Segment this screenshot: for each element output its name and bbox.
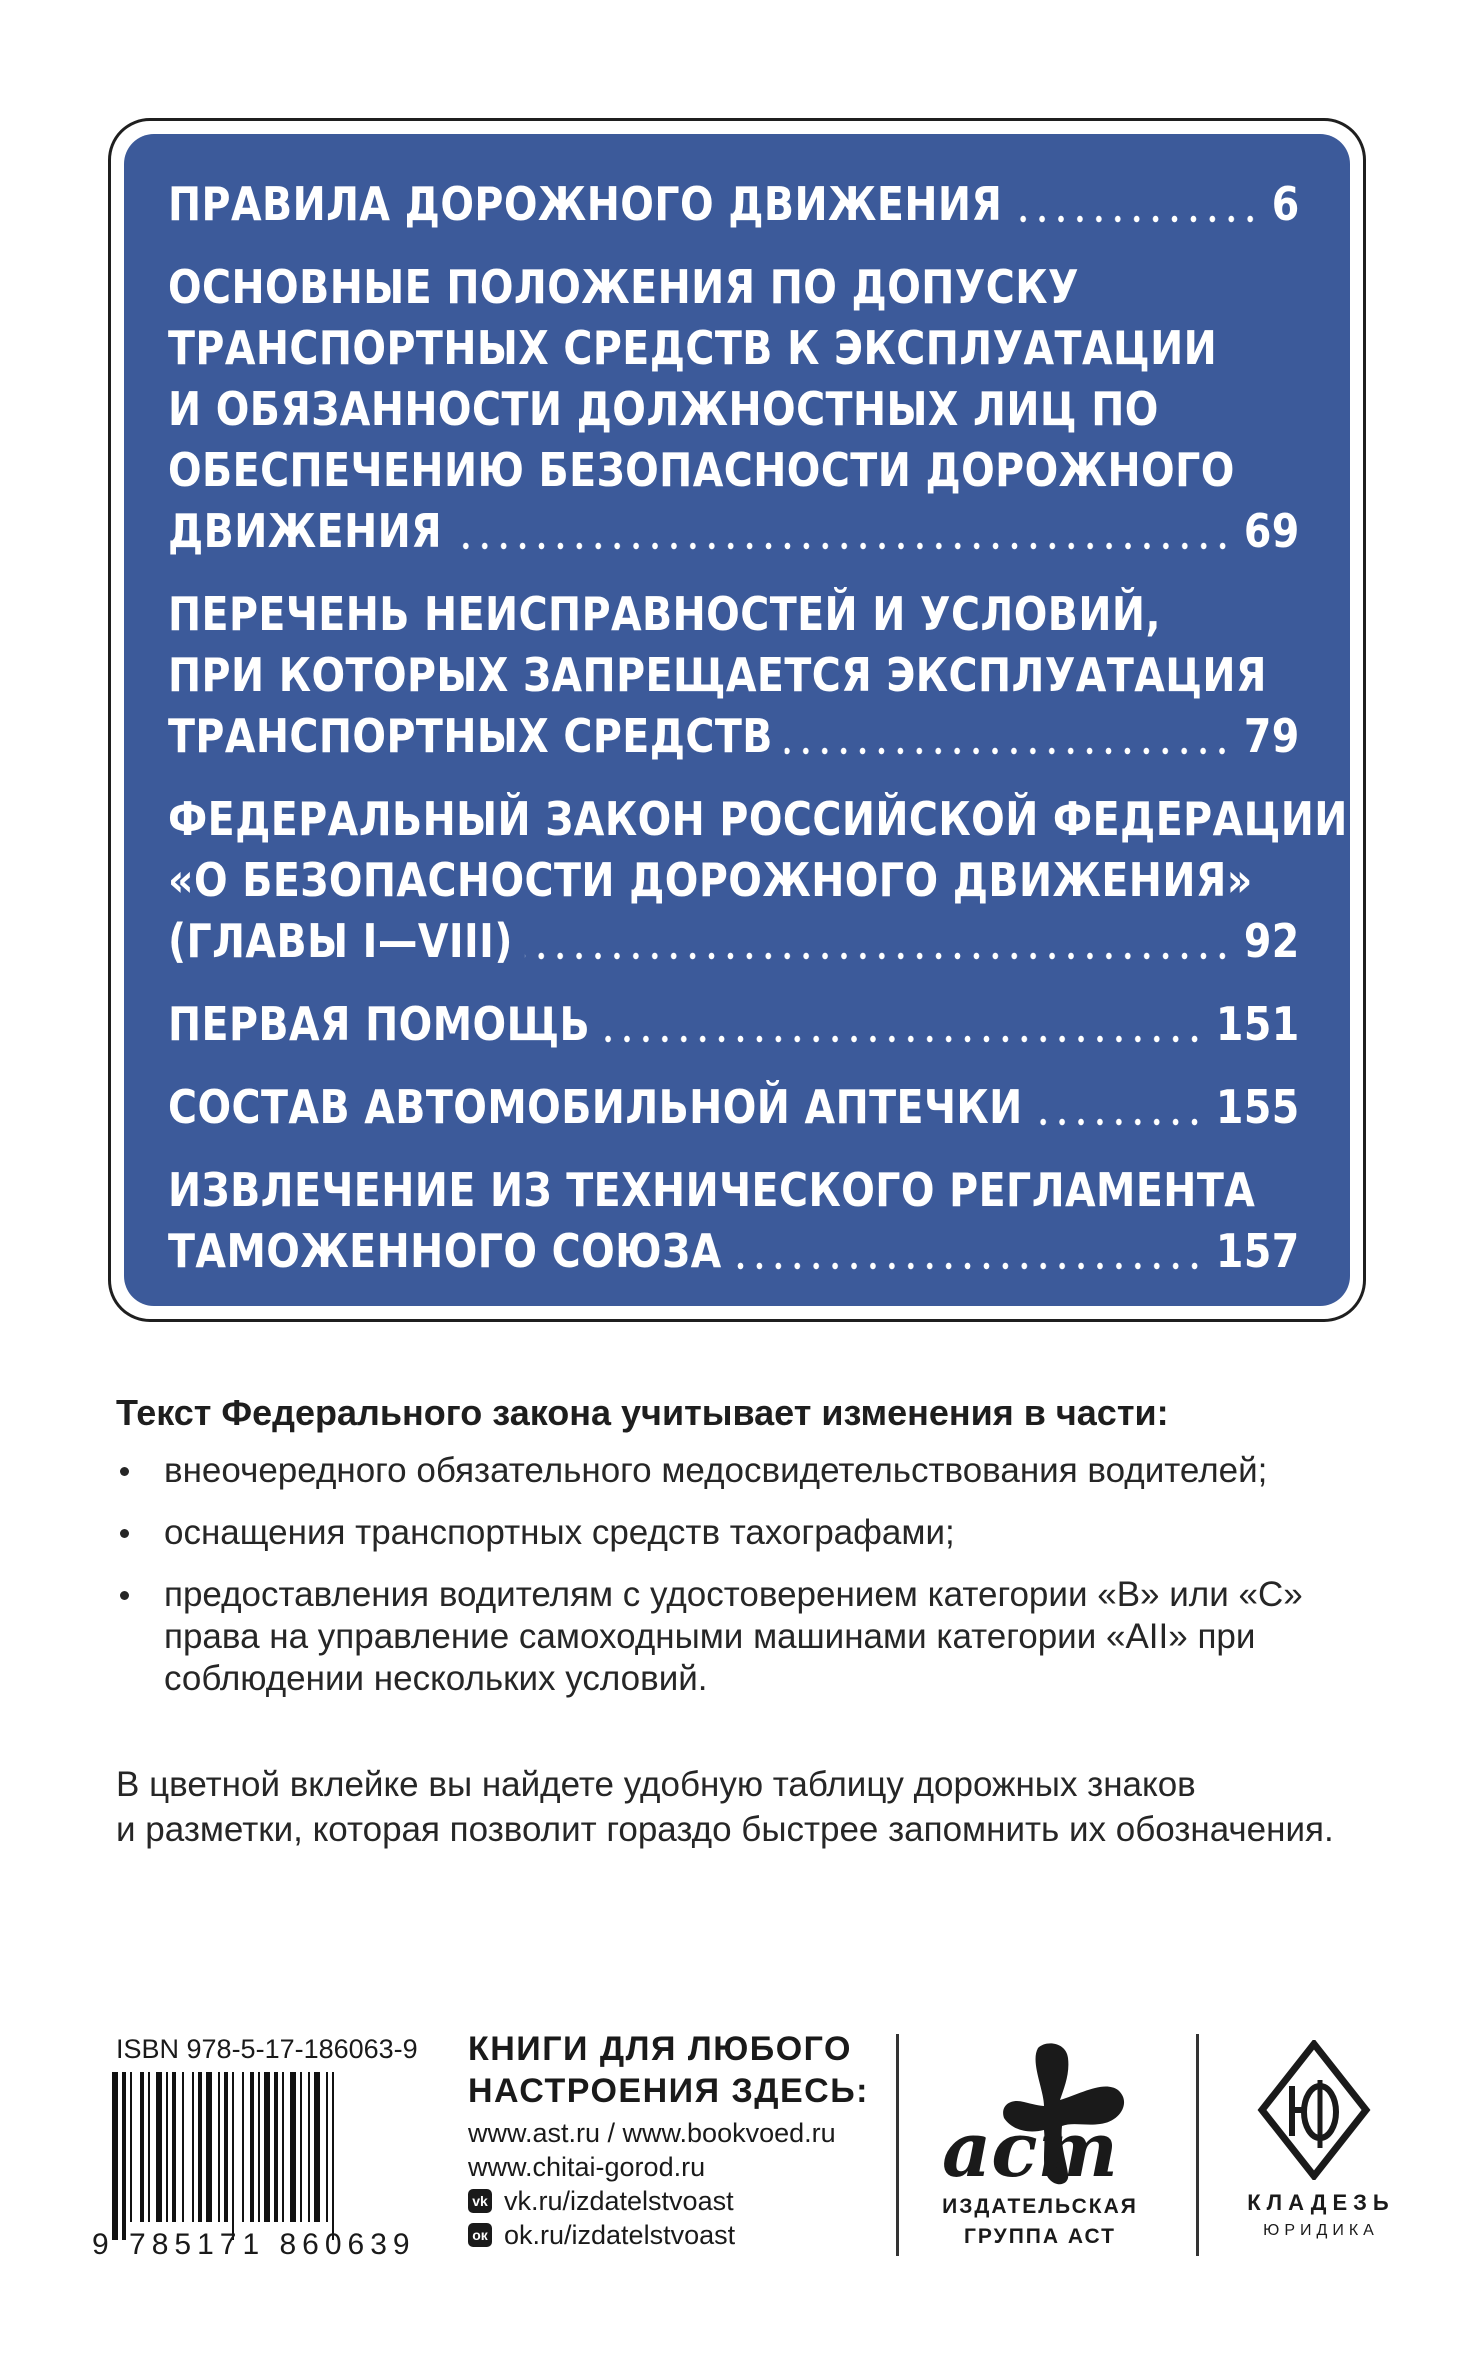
barcode-bar <box>290 2072 296 2222</box>
toc-line <box>168 174 1300 235</box>
toc-line <box>168 994 1300 1055</box>
toc-line <box>168 501 1300 562</box>
kladez-subtitle: ЮРИДИКА <box>1263 2222 1379 2239</box>
toc-dot-leader <box>454 541 1232 551</box>
barcode-bar <box>140 2072 144 2222</box>
toc-dot-leader <box>734 1261 1204 1271</box>
barcode-bar <box>224 2072 228 2222</box>
barcode-bar <box>130 2072 132 2222</box>
ast-caption <box>920 2192 1160 2252</box>
barcode-bar <box>308 2072 310 2222</box>
barcode-bar <box>264 2072 270 2222</box>
ast-caption-line: ИЗДАТЕЛЬСКАЯ <box>942 2195 1138 2218</box>
barcode-bar <box>156 2072 162 2222</box>
toc-title: (ГЛАВЫ I—VIII) <box>168 914 513 968</box>
ok-link[interactable] <box>468 2218 836 2252</box>
insert-line: В цветной вклейке вы найдете удобную таблицу дорожных знаков <box>116 1765 1196 1804</box>
promo-title-line: КНИГИ ДЛЯ ЛЮБОГО <box>468 2030 852 2068</box>
toc-line <box>168 318 1300 379</box>
toc-line <box>168 257 1300 318</box>
barcode-bar <box>172 2072 176 2222</box>
barcode-bar <box>166 2072 168 2222</box>
toc-title: ПРИ КОТОРЫХ ЗАПРЕЩАЕТСЯ ЭКСПЛУАТАЦИЯ <box>168 648 1267 702</box>
barcode-bar <box>332 2072 334 2240</box>
contents-sign <box>124 134 1350 1306</box>
vk-link[interactable] <box>468 2184 836 2218</box>
toc-entry[interactable] <box>168 1077 1306 1138</box>
toc-title: И ОБЯЗАННОСТИ ДОЛЖНОСТНЫХ ЛИЦ ПО <box>168 382 1159 436</box>
toc-page-number: 69 <box>1243 504 1300 558</box>
toc-line <box>168 1160 1300 1221</box>
barcode-bar <box>206 2072 212 2222</box>
list-item-text: предоставления водителям с удостоверением категории «B» или «C» права на управление самоходными машинами категории «AII» при соблюдении нескольких условий. <box>164 1575 1303 1698</box>
toc-line <box>168 440 1300 501</box>
isbn-label: ISBN 978-5-17-186063-9 <box>116 2034 418 2064</box>
barcode-image <box>110 2072 432 2240</box>
barcode-bar <box>182 2072 184 2222</box>
barcode-bar <box>112 2072 118 2240</box>
barcode-bar <box>242 2072 244 2222</box>
bullet-icon <box>120 1467 129 1476</box>
toc-title: «О БЕЗОПАСНОСТИ ДОРОЖНОГО ДВИЖЕНИЯ» <box>168 853 1253 907</box>
toc-entry[interactable] <box>168 257 1306 562</box>
barcode-bar <box>192 2072 194 2222</box>
vk-icon: vk <box>468 2189 492 2213</box>
toc-dot-leader <box>1035 1117 1204 1127</box>
toc-page-number: 151 <box>1215 997 1300 1051</box>
ast-logo-mark: аст <box>942 2105 1118 2190</box>
toc-title: ПЕРВАЯ ПОМОЩЬ <box>168 997 591 1051</box>
barcode-bar <box>300 2072 302 2222</box>
toc-title: СОСТАВ АВТОМОБИЛЬНОЙ АПТЕЧКИ <box>168 1080 1023 1134</box>
barcode-bar <box>122 2072 126 2240</box>
toc-title: ПРАВИЛА ДОРОЖНОГО ДВИЖЕНИЯ <box>168 177 1003 231</box>
insert-line: и разметки, которая позволит гораздо быстрее запомнить их обозначения. <box>116 1810 1334 1849</box>
bullet-icon <box>120 1591 129 1600</box>
toc-line <box>168 1221 1300 1282</box>
barcode-bar <box>232 2072 234 2240</box>
barcode-bar <box>258 2072 260 2222</box>
barcode-bar <box>282 2072 284 2222</box>
promo-title <box>468 2028 888 2112</box>
toc-dot-leader <box>1014 214 1259 224</box>
toc-entry[interactable] <box>168 994 1306 1055</box>
toc-entry[interactable] <box>168 1160 1306 1282</box>
site-link[interactable]: www.chitai-gorod.ru <box>468 2152 706 2182</box>
list-item-text: оснащения транспортных средств тахографами; <box>164 1513 955 1552</box>
toc-page-number: 79 <box>1243 709 1300 763</box>
promo-title-line: НАСТРОЕНИЯ ЗДЕСЬ: <box>468 2072 869 2110</box>
toc-title: ИЗВЛЕЧЕНИЕ ИЗ ТЕХНИЧЕСКОГО РЕГЛАМЕНТА <box>168 1163 1256 1217</box>
odnoklassniki-icon: ок <box>468 2223 492 2247</box>
toc-line <box>168 911 1300 972</box>
vk-link-text: vk.ru/izdatelstvoast <box>504 2186 734 2216</box>
toc-title: ОБЕСПЕЧЕНИЮ БЕЗОПАСНОСТИ ДОРОЖНОГО <box>168 443 1235 497</box>
toc-entry[interactable] <box>168 584 1306 767</box>
changes-title: Текст Федерального закона учитывает изменения в части: <box>116 1392 1169 1433</box>
toc-line <box>168 1077 1300 1138</box>
barcode-bar <box>326 2072 328 2222</box>
barcode-bar <box>148 2072 150 2222</box>
toc-line <box>168 789 1348 850</box>
insert-paragraph <box>116 1762 1376 1852</box>
kladez-logo <box>1254 2040 1374 2180</box>
toc-dot-leader <box>525 951 1232 961</box>
ast-caption-line: ГРУППА АСТ <box>964 2225 1116 2248</box>
toc-page-number: 155 <box>1215 1080 1300 1134</box>
changes-list <box>116 1450 1366 1720</box>
toc-title: ОСНОВНЫЕ ПОЛОЖЕНИЯ ПО ДОПУСКУ <box>168 260 1079 314</box>
list-item <box>116 1574 1366 1700</box>
toc-title: ФЕДЕРАЛЬНЫЙ ЗАКОН РОССИЙСКОЙ ФЕДЕРАЦИИ <box>168 792 1348 846</box>
divider <box>1196 2034 1199 2256</box>
toc-entry[interactable] <box>168 174 1306 235</box>
list-item-text: внеочередного обязательного медосвидетельствования водителей; <box>164 1451 1268 1490</box>
toc-title: ТРАНСПОРТНЫХ СРЕДСТВ <box>168 709 773 763</box>
toc-page-number: 92 <box>1243 914 1300 968</box>
toc-title: ТАМОЖЕННОГО СОЮЗА <box>168 1224 722 1278</box>
toc-dot-leader <box>785 746 1232 756</box>
barcode-bar <box>274 2072 278 2222</box>
toc-line <box>168 706 1300 767</box>
ast-logo <box>940 2040 1152 2190</box>
toc-line <box>168 584 1300 645</box>
toc-page-number: 6 <box>1271 177 1300 231</box>
toc-line <box>168 379 1300 440</box>
toc-line <box>168 645 1300 706</box>
barcode-bar <box>218 2072 220 2222</box>
toc-line <box>168 850 1300 911</box>
toc-title: ТРАНСПОРТНЫХ СРЕДСТВ К ЭКСПЛУАТАЦИИ <box>168 321 1218 375</box>
promo-links <box>468 2116 836 2252</box>
toc-title: ПЕРЕЧЕНЬ НЕИСПРАВНОСТЕЙ И УСЛОВИЙ, <box>168 587 1161 641</box>
divider <box>896 2034 899 2256</box>
site-link[interactable]: www.ast.ru / www.bookvoed.ru <box>468 2118 836 2148</box>
bullet-icon <box>120 1529 129 1538</box>
toc-dot-leader <box>602 1034 1204 1044</box>
barcode-bar <box>250 2072 254 2222</box>
toc-title: ДВИЖЕНИЯ <box>168 504 443 558</box>
kladez-name: КЛАДЕЗЬ <box>1247 2190 1395 2215</box>
list-item <box>116 1450 1366 1492</box>
toc-entry[interactable] <box>168 789 1348 972</box>
barcode-bar <box>198 2072 202 2222</box>
toc-page-number: 157 <box>1215 1224 1300 1278</box>
barcode-digits: 9 785171 860639 <box>92 2228 416 2261</box>
ok-link-text: ok.ru/izdatelstvoast <box>504 2220 736 2250</box>
list-item <box>116 1512 1366 1554</box>
barcode-bar <box>314 2072 320 2222</box>
